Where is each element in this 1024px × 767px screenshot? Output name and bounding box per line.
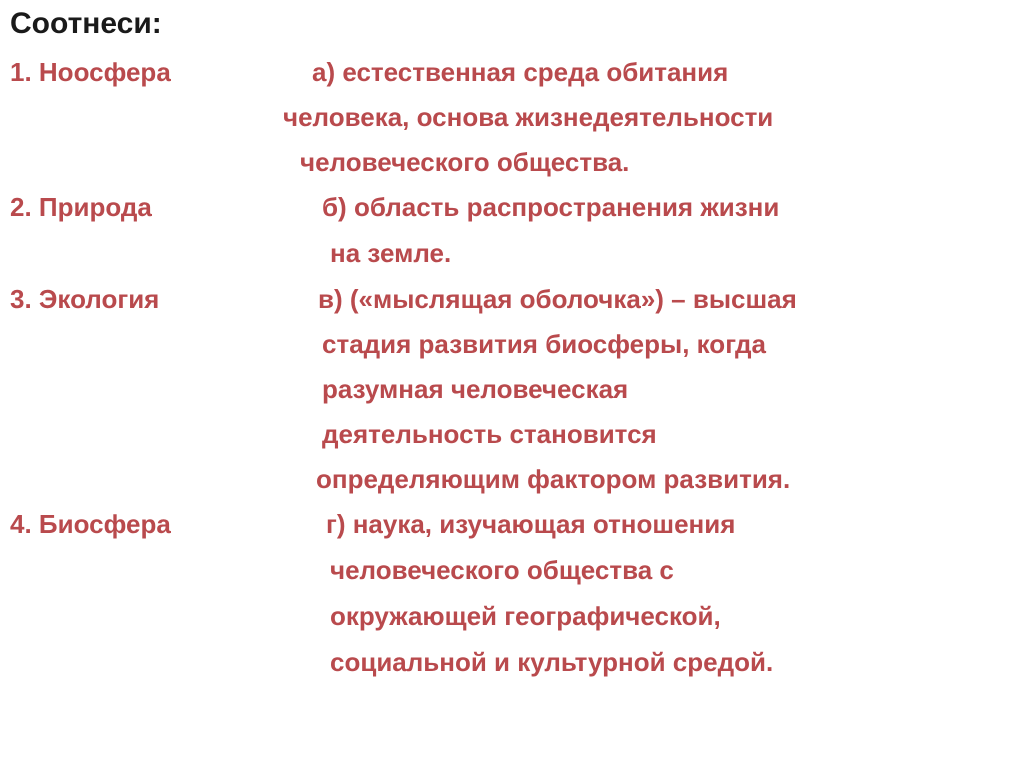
definition-a-line-1: а) естественная среда обитания bbox=[312, 57, 729, 87]
definition-v-line-5: определяющим фактором развития. bbox=[316, 464, 791, 494]
definition-v-line-1: в) («мыслящая оболочка») – высшая bbox=[318, 284, 797, 314]
definition-v-line-4: деятельность становится bbox=[322, 419, 657, 449]
term-2: 2. Природа bbox=[10, 192, 152, 222]
definition-v-line-3: разумная человеческая bbox=[322, 374, 629, 404]
definition-g-line-4: социальной и культурной средой. bbox=[330, 647, 774, 677]
term-1: 1. Ноосфера bbox=[10, 57, 171, 87]
definition-a-line-2: человека, основа жизнедеятельности bbox=[283, 102, 774, 132]
definition-a-line-3: человеческого общества. bbox=[300, 147, 630, 177]
term-3: 3. Экология bbox=[10, 284, 160, 314]
definition-v-line-2: стадия развития биосферы, когда bbox=[322, 329, 766, 359]
definition-g-line-3: окружающей географической, bbox=[330, 601, 721, 631]
definition-g-line-1: г) наука, изучающая отношения bbox=[326, 509, 736, 539]
definition-b-line-1: б) область распространения жизни bbox=[322, 192, 780, 222]
definition-b-line-2: на земле. bbox=[330, 238, 452, 268]
term-4: 4. Биосфера bbox=[10, 509, 171, 539]
slide-title: Соотнеси: bbox=[10, 7, 162, 40]
definition-g-line-2: человеческого общества с bbox=[330, 555, 674, 585]
